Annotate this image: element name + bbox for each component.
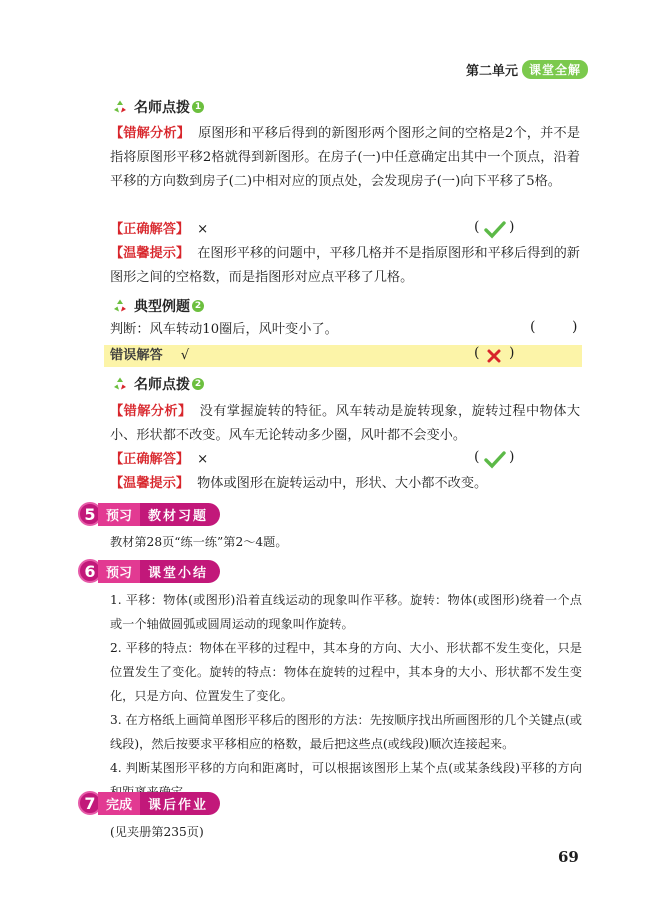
section6-number: 6 xyxy=(78,559,102,583)
tip1-num: 1 xyxy=(192,101,204,113)
summary-item: 3. 在方格纸上画简单图形平移后的图形的方法：先按顺序找出所画图形的几个关键点(或线段)，然后按要求平移相应的格数，最后把这些点(或线段)顺次连接起来。 xyxy=(110,713,582,751)
paren-open: ( xyxy=(474,449,480,465)
section7-text: (见夹册第235页) xyxy=(110,825,204,839)
tip2-heading xyxy=(112,374,204,394)
page-number: 69 xyxy=(558,848,579,866)
section6-title: 课堂小结 xyxy=(140,560,220,583)
correct-value: × xyxy=(197,222,209,237)
wrong-value: √ xyxy=(180,348,190,363)
summary-item: 4. 判断某图形平移的方向和距离时，可以根据该图形上某个点(或某条线段)平移的方向 xyxy=(110,761,582,775)
tip1-analysis xyxy=(110,122,580,194)
hint-label: 【温馨提示】 xyxy=(110,246,190,261)
paren-close: ) xyxy=(509,219,515,235)
wrong-label: 错误解答 xyxy=(110,348,163,363)
paren-open: ( xyxy=(530,319,536,335)
running-header xyxy=(466,60,588,79)
example2-num: 2 xyxy=(192,300,204,312)
hint-label: 【温馨提示】 xyxy=(110,476,190,491)
tip1-heading xyxy=(112,97,204,117)
section7-title: 课后作业 xyxy=(140,792,220,815)
example2-question: 判断：风车转动10圈后，风叶变小了。 xyxy=(110,322,338,337)
analysis-text: 原图形和平移后得到的新图形两个图形之间的空格是2个，并不是指将原图形平移2格就得到新图形。在房子(一)中任意确定出其中一个顶点，沿着平移的方向数到房子(二)中相对应的顶点处，会发现房子(一)向下平移了5格。 xyxy=(110,126,581,189)
section5-banner xyxy=(78,503,220,525)
tip1-hint xyxy=(110,242,580,290)
unit-label: 第二单元 xyxy=(465,64,518,79)
correct-value: × xyxy=(197,452,209,467)
example2-title: 典型例题 xyxy=(134,299,190,315)
analysis-label: 【错解分析】 xyxy=(110,126,191,141)
paren-close: ) xyxy=(509,449,515,465)
hint-text: 物体或图形在旋转运动中，形状、大小都不改变。 xyxy=(197,476,488,491)
hint-text: 在图形平移的问题中，平移几格并不是指原图形和平移后得到的新图形之间的空格数，而是指图形对应点平移了几格。 xyxy=(110,246,580,285)
check-icon xyxy=(484,221,506,239)
correct-label: 【正确解答】 xyxy=(110,222,190,237)
section5-text: 教材第28页“练一练”第2～4题。 xyxy=(110,535,288,549)
tip2-analysis xyxy=(110,400,580,448)
tip1-title: 名师点拨 xyxy=(134,100,190,116)
tip2-hint xyxy=(110,472,580,496)
section6-banner xyxy=(78,560,220,582)
summary-item: 1. 平移：物体(或图形)沿着直线运动的现象叫作平移。旋转：物体(或图形)绕着一个点或一个轴做圆弧或圆周运动的现象叫作旋转。 xyxy=(110,593,582,631)
recycle-icon xyxy=(112,99,128,115)
analysis-label: 【错解分析】 xyxy=(110,404,192,419)
section6-tag: 预习 xyxy=(98,560,140,583)
section7-banner xyxy=(78,792,220,814)
section5-title: 教材习题 xyxy=(140,503,220,526)
paren-close: ) xyxy=(572,319,578,335)
analysis-text: 没有掌握旋转的特征。风车转动是旋转现象，旋转过程中物体大小、形状都不改变。风车无论转动多少圈，风叶都不会变小。 xyxy=(110,404,581,443)
header-pill: 课堂全解 xyxy=(522,60,588,79)
tip2-title: 名师点拨 xyxy=(134,377,190,393)
example2-heading xyxy=(112,296,204,316)
correct-label: 【正确解答】 xyxy=(110,452,190,467)
section5-number: 5 xyxy=(78,502,102,526)
recycle-icon xyxy=(112,376,128,392)
cross-icon xyxy=(486,348,502,364)
check-icon xyxy=(484,451,506,469)
paren-close: ) xyxy=(509,345,515,361)
summary-item: 2. 平移的特点：物体在平移的过程中，其本身的方向、大小、形状都不发生变化，只是位置发生了变化。旋转的特点：物体在旋转的过程中，其本身的大小、形状都不发生变化，只是方向、位置发生了变化。 xyxy=(110,641,582,703)
section7-number: 7 xyxy=(78,791,102,815)
section7-tag: 完成 xyxy=(98,792,140,815)
section5-tag: 预习 xyxy=(98,503,140,526)
recycle-icon xyxy=(112,298,128,314)
tip2-num: 2 xyxy=(192,378,204,390)
paren-open: ( xyxy=(474,219,480,235)
paren-open: ( xyxy=(474,345,480,361)
